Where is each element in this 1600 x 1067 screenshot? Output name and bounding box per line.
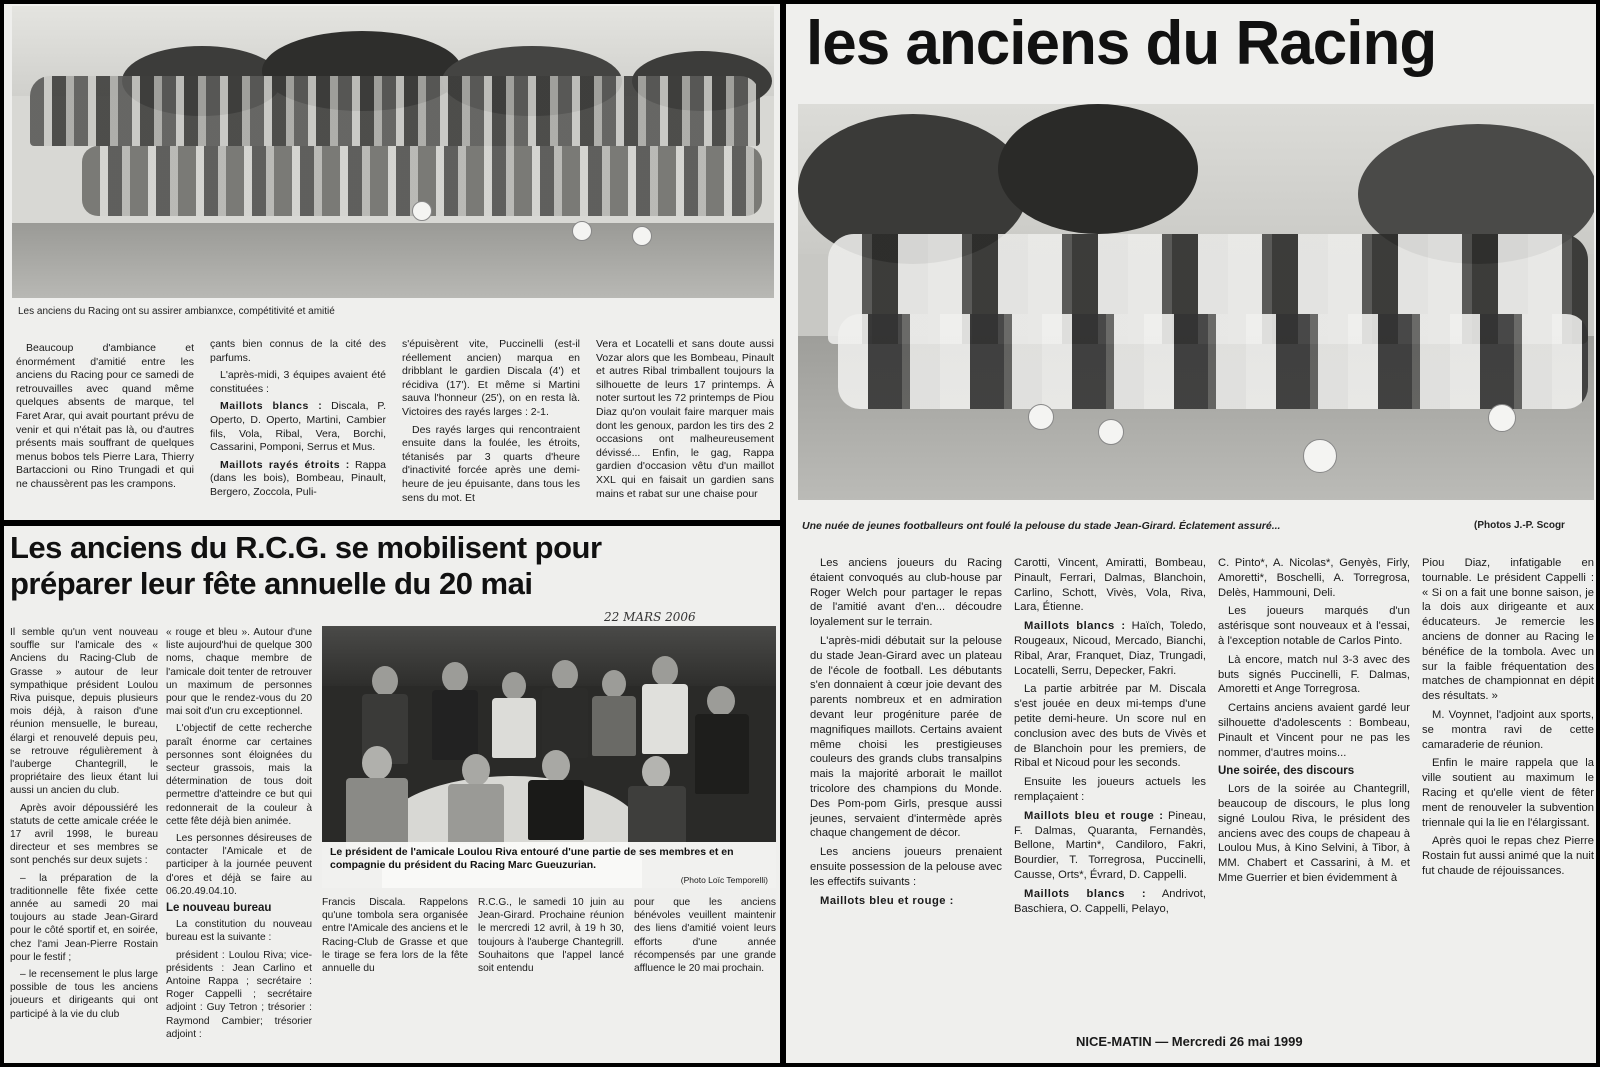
article-column: s'épuisèrent vite, Puccinelli (est-il réellement ancien) marqua en dribblant le gardien Discala (4') et récidiva (17'). Et même si Martini sauva l'honneur (25'), on en resta là. Victoires des rayés larges : 2-1. Des rayés larges qui rencontraient ensuite dans la foulée, les étroits, tétanisés par 3 quarts d'heure d'inactivité forcée après une demi-heure de jeu épuisante, dans tous les sens du mot. Et <box>402 338 580 504</box>
photo-credit: (Photo Loïc Temporelli) <box>680 875 768 885</box>
article-column: Beaucoup d'ambiance et énormément d'amitié entre les anciens du Racing pour ce samedi de retrouvailles avec quand même quelques absents de marque, tel Faret Arar, qui avait pourtant prévu de venir et qui n'était pas là, ou d'autres présents mais souffrant de quelques menus bobos tels Pierre Lara, Thierry Bartaccioni ou Rino Trungadi et qui ne chaussèrent pas les crampons. <box>16 342 194 490</box>
clip-top-left <box>4 4 780 520</box>
photo-caption: Une nuée de jeunes footballeurs ont foulé la pelouse du stade Jean-Girard. Éclatement assuré... <box>802 520 1281 532</box>
photo-credit: (Photos J.-P. Scogr <box>1474 520 1565 531</box>
article-column: Il semble qu'un vent nouveau souffle sur l'amicale des « Anciens du Racing-Club de Grasse » autour de leur sympathique président Loulou Riva puisque, depuis plusieurs mois déjà, à raison d'une réunion mensuelle, le bureau, élargi et renouvelé depuis peu, se retrouve régulièrement à l'auberge Chantegrill, le propriétaire des lieux étant lui aussi un ancien du club. Après avoir dépoussiéré les statuts de cette amicale créée le 17 avril 1998, le bureau directeur et ses membres se sont penchés sur deux sujets : – la préparation de la traditionnelle fête fixée cette année au samedi 20 mai toujours au stade Jean-Girard pour le côté sportif et, en soirée, chez l'ami Jean-Pierre Rostain pour le festif ; – le recensement le plus large possible de tous les anciens joueurs et dirigeants qui ont participé à la vie du club <box>10 627 158 1020</box>
headline: les anciens du Racing <box>806 9 1437 78</box>
photo-caption: Le président de l'amicale Loulou Riva entouré d'une partie de ses membres et en compagnie du président du Racing Marc Gueuzurian. <box>330 846 734 871</box>
article-column: pour que les anciens bénévoles veuillent maintenir des liens d'amitié voient leurs efforts d'une année récompensés par une grande affluence le 20 mai prochain. <box>634 897 776 975</box>
newspaper-footer: NICE-MATIN — Mercredi 26 mai 1999 <box>1076 1034 1303 1049</box>
handwritten-date: 22 MARS 2006 <box>604 610 696 624</box>
article-column: Piou Diaz, infatigable en tournable. Le président Cappelli : « Si on a fait une bonne saison, je la dois aux dirigeante et aux éducateurs. Je remercie les anciens de donner au Racing le bénéfice de la tombola. Avec un sur la faible fréquentation des matches de championnat en dépit des résultats. » M. Voynnet, l'adjoint aux sports, se montra ravi de cette camaraderie de réunion. Enfin le maire rappela que la ville soutient au maximum le Racing et qu'elle vient de fêter ment de renouveler la subvention triennale qui la lie en l'élargissant. Après quoi le repas chez Pierre Rostain fut aussi animé que la nuit fut chaude de réjouissances. <box>1422 557 1594 877</box>
clip-right <box>786 4 1596 1063</box>
article-column: Vera et Locatelli et sans doute aussi Vozar alors que les Bombeau, Pinault et autres Ribal trimballent toujours la silhouette de leurs 17 printemps. À noter surtout les 72 printemps de Piou Diaz qu'on voulait faire marquer mais dont les genoux, pardon les tirs des 2 occasions ont malheureusement dévissé... Enfin, le gag, Rappa gardien d'occasion vêtu d'un maillot XXL qui en faisait un gardien sans mains et rabat sur une chaise pour <box>596 338 774 500</box>
article-column: çants bien connus de la cité des parfums. L'après-midi, 3 équipes avaient été constituées : Maillots blancs : Discala, P. Operto, D. Operto, Martini, Cambier fils, Vola, Ribal, Vera, Borchi, Cassarini, Pomponi, Serrus et Mus. Maillots rayés étroits : Rappa (dans les bois), Bombeau, Pinault, Bergero, Zoccola, Puli- <box>210 338 386 498</box>
team-photo-top-left <box>12 6 774 298</box>
article-column: « rouge et bleu ». Autour d'une liste aujourd'hui de quelque 300 noms, chaque membre de l'amicale doit tenter de retrouver un maximum de personnes pour que le rendez-vous du 20 mai soit d'un cru exceptionnel. L'objectif de cette recherche paraît énorme car certaines personnes sont éloignées du secteur grassois, mais la détermination de tous doit permettre d'atteindre ce but qui redonnerait de la couleur à cette fête déjà bien animée. Les personnes désireuses de contacter l'Amicale et de participer à la journée peuvent d'ores et déjà se faire au 06.20.49.04.10. Le nouveau bureau La constitution du nouveau bureau est la suivante : président : Loulou Riva; vice-présidents : Jean Carlino et Antoine Rappa ; secrétaire : Roger Cappelli ; secrétaire adjoint : Guy Tetron ; trésorier : Raymond Cambier; trésorier adjoint : <box>166 627 312 1040</box>
article-column: C. Pinto*, A. Nicolas*, Genyès, Firly, Amoretti*, Boschelli, A. Torregrosa, Delès, Hammouni, Deli. Les joueurs marqués d'un astérisque sont nouveaux et à l'essai, à l'exception notable de Carlos Pinto. Là encore, match nul 3-3 avec des buts signés Puccinelli, F. Dalmas, Amoretti et Ange Torregrosa. Certains anciens avaient gardé leur silhouette d'adolescents : Bombeau, Pinault et Vincent pour ne pas les nommer, d'autres moins... Une soirée, des discours Lors de la soirée au Chantegrill, beaucoup de discours, le plus long signé Loulou Riva, le président des anciens avec des coups de chapeau à Loulou Mus, à Kino Selvini, à Tibor, à MM. Chabert et Cassarini, à M. et Mme Guerrier et bien évidemment à <box>1218 557 1410 884</box>
photo-caption: Les anciens du Racing ont su assirer ambianxce, compétitivité et amitié <box>18 306 335 317</box>
article-column: Francis Discala. Rappelons qu'une tombola sera organisée entre l'Amicale des anciens et le Racing-Club de Grasse et que le tirage se fera lors de la fête annuelle du <box>322 897 468 975</box>
subheading: Une soirée, des discours <box>1218 765 1355 778</box>
article-column: Les anciens joueurs du Racing étaient convoqués au club-house par Roger Welch pour partager le repas de l'amitié avant d'en... découdre loyalement sur le terrain. L'après-midi débutait sur la pelouse du stade Jean-Girard avec un plateau de l'école de football. Les débutants s'en donnaient à cœur joie devant des parents nombreux et en admiration devant leur progéniture parée de magnifiques maillots. Certains avaient même choisi les prestigieuses couleurs des grands clubs transalpins mais la majorité arborait le maillot tricolore des champions du Monde. Des Pom-pom Girls, presque aussi jeunes, servaient d'intermède après chaque changement de décor. Les anciens joueurs prenaient ensuite possession de la pelouse avec les effectifs suivants : Maillots bleu et rouge : <box>810 557 1002 907</box>
headline: Les anciens du R.C.G. se mobilisent pour préparer leur fête annuelle du 20 mai <box>10 530 602 601</box>
subheading: Le nouveau bureau <box>166 902 272 915</box>
team-photo-right <box>798 104 1594 506</box>
article-column: R.C.G., le samedi 10 juin au Jean-Girard. Prochaine réunion le mercredi 12 avril, à 19 h 30, toujours à l'auberge Chantegrill. Souhaitons que l'appel lancé soit entendu <box>478 897 624 975</box>
clip-bottom-left <box>4 526 780 1063</box>
meeting-photo <box>322 626 776 888</box>
article-column: Carotti, Vincent, Amiratti, Bombeau, Pinault, Ferrari, Dalmas, Blanchoin, Carlino, Schott, Vivès, Vola, Riva, Lara, Étienne. Maillots blancs : Haïch, Toledo, Rougeaux, Nicoud, Mercado, Bianchi, Ribal, Arar, Franquet, Diaz, Trungadi, Locatelli, Serru, Depecker, Fakri. La partie arbitrée par M. Discala s'est jouée en deux mi-temps d'une petite demi-heure. Un score nul en conclusion avec des buts de Vivès et de Blanchoin pour les premiers, de Ribal et Nicoud pour les seconds. Ensuite les joueurs actuels les remplaçaient : Maillots bleu et rouge : Pineau, F. Dalmas, Quaranta, Fernandès, Bellone, Martin*, Candiloro, Fakri, Bourdier, T. Torregrosa, Puccinelli, Causse, Orts*, Évrard, D. Cappelli. Maillots blancs : Andrivot, Baschiera, O. Cappelli, Pelayo, <box>1014 557 1206 915</box>
